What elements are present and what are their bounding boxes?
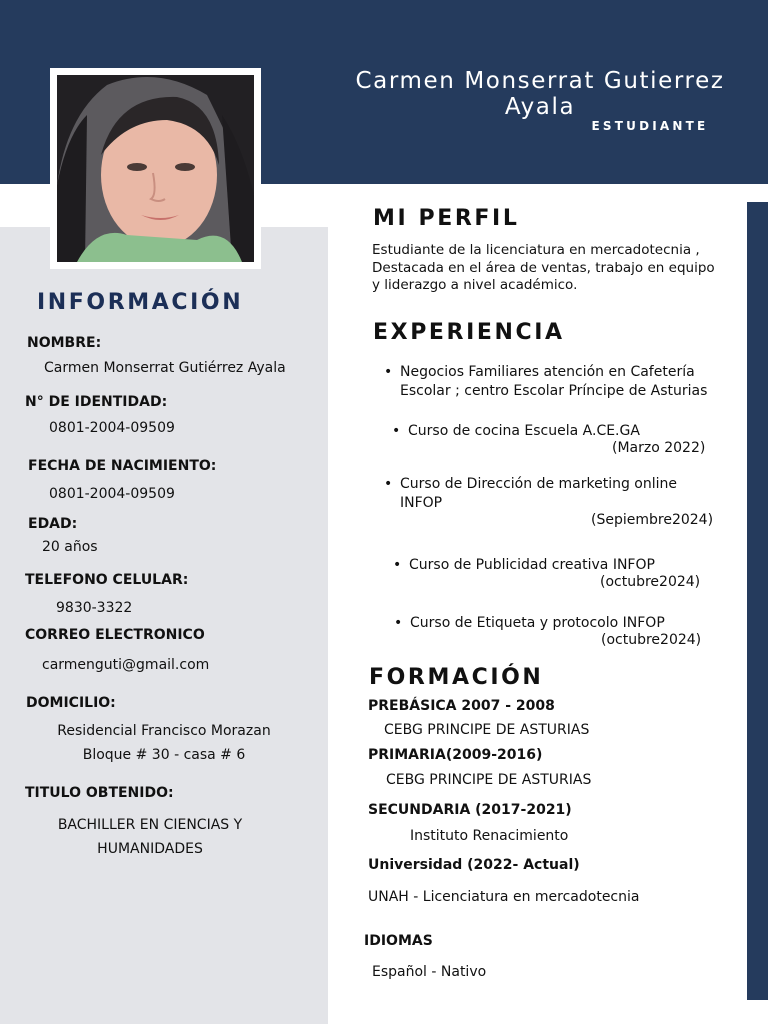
experience-item-line1: Curso de Etiqueta y protocolo INFOP [410,615,665,631]
experience-item-line1: Curso de cocina Escuela A.CE.GA [408,423,640,439]
experience-item-date: (Sepiembre2024) [591,512,714,528]
edad-label: EDAD: [28,516,78,532]
experiencia-heading: EXPERIENCIA [373,320,565,345]
experience-item-date: (octubre2024) [601,632,702,648]
idiomas-value: Español - Nativo [372,964,487,980]
titulo-label: TITULO OBTENIDO: [25,785,174,801]
idiomas-label: IDIOMAS [364,933,433,949]
formacion-heading: FORMACIÓN [369,665,544,690]
nombre-value: Carmen Monserrat Gutiérrez Ayala [44,360,286,376]
telefono-label: TELEFONO CELULAR: [25,572,189,588]
candidate-role: ESTUDIANTE [591,119,709,133]
correo-value: carmenguti@gmail.com [42,657,210,673]
perfil-text: Estudiante de la licenciatura en mercadotecnia , Destacada en el área de ventas, trabajo en equipo y liderazgo a nivel académico. [372,242,715,293]
secundaria-label: SECUNDARIA (2017-2021) [368,802,572,818]
experience-item-line2: INFOP [400,495,443,511]
bullet-icon: • [394,615,403,631]
domicilio-line1: Residencial Francisco Morazan [57,723,271,739]
experience-item-date: (octubre2024) [600,574,701,590]
identidad-value: 0801-2004-09509 [49,420,175,436]
secundaria-value: Instituto Renacimiento [410,828,569,844]
correo-label: CORREO ELECTRONICO [25,627,205,643]
info-heading: INFORMACIÓN [37,290,244,315]
universidad-label: Universidad (2022- Actual) [368,857,580,873]
domicilio-line2: Bloque # 30 - casa # 6 [82,747,246,763]
photo-frame [50,68,261,269]
bullet-icon: • [384,476,393,492]
experience-item-line1: Negocios Familiares atención en Cafetería [400,364,695,380]
right-accent-bar [747,202,768,1000]
experience-item-line1: Curso de Dirección de marketing online [400,476,678,492]
domicilio-label: DOMICILIO: [26,695,116,711]
titulo-line2: HUMANIDADES [97,841,203,857]
experience-item-date: (Marzo 2022) [612,440,706,456]
experience-item-line1: Curso de Publicidad creativa INFOP [409,557,655,573]
bullet-icon: • [393,557,402,573]
nombre-label: NOMBRE: [27,335,102,351]
prebasica-value: CEBG PRINCIPE DE ASTURIAS [384,722,590,738]
titulo-line1: BACHILLER EN CIENCIAS Y [57,817,243,833]
nacimiento-value: 0801-2004-09509 [49,486,175,502]
nacimiento-label: FECHA DE NACIMIENTO: [28,458,217,474]
profile-photo [57,75,254,262]
edad-value: 20 años [42,539,98,555]
experience-item-line2: Escolar ; centro Escolar Príncipe de Asturias [400,383,708,399]
bullet-icon: • [392,423,401,439]
candidate-name: Carmen Monserrat Gutierrez Ayala [355,68,725,120]
primaria-value: CEBG PRINCIPE DE ASTURIAS [386,772,592,788]
portrait-icon [57,75,254,262]
bullet-icon: • [384,364,393,380]
telefono-value: 9830-3322 [56,600,133,616]
identidad-label: N° DE IDENTIDAD: [25,394,168,410]
primaria-label: PRIMARIA(2009-2016) [368,747,543,763]
prebasica-label: PREBÁSICA 2007 - 2008 [368,698,555,714]
universidad-value: UNAH - Licenciatura en mercadotecnia [368,889,640,905]
perfil-heading: MI PERFIL [373,206,520,231]
